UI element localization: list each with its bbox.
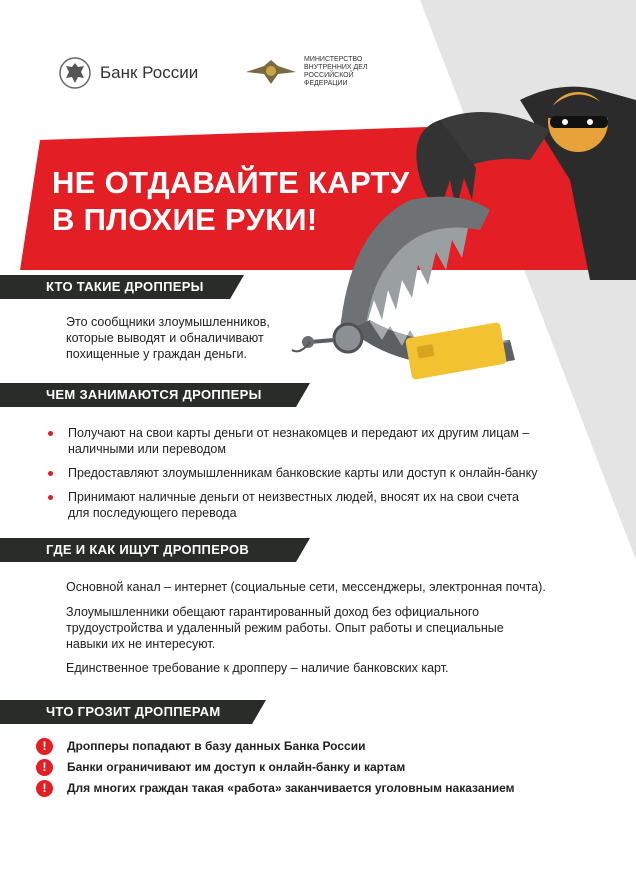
threats-list (36, 736, 515, 799)
what-list (46, 425, 537, 529)
bullet-dot-icon (48, 431, 53, 436)
where-p2 (66, 604, 504, 652)
bullet-dot-icon (48, 495, 53, 500)
eagle-emblem-icon (58, 56, 92, 90)
list-item (46, 425, 537, 457)
who-text-line: которые выводят и обналичивают (66, 331, 264, 345)
list-item (36, 757, 515, 777)
section-title-where: ГДЕ И КАК ИЩУТ ДРОППЕРОВ (0, 538, 296, 562)
where-p2-line: трудоустройства и удаленный режим работы. Опыт работы и специальные (66, 621, 504, 635)
where-p1: Основной канал – интернет (социальные сети, мессенджеры, электронная почта). (66, 580, 546, 594)
section-title-who: КТО ТАКИЕ ДРОППЕРЫ (0, 275, 230, 299)
list-item (36, 778, 515, 798)
exclamation-icon: ! (36, 738, 53, 755)
mvd-logo (244, 56, 394, 88)
who-text (66, 314, 270, 362)
threat-text: Для многих граждан такая «работа» заканчивается уголовным наказанием (67, 781, 515, 795)
exclamation-icon: ! (36, 759, 53, 776)
list-item-line: Принимают наличные деньги от неизвестных людей, вносят их на свои счета (68, 490, 519, 504)
list-item (46, 465, 537, 481)
list-item-line: Предоставляют злоумышленникам банковские карты или доступ к онлайн-банку (68, 466, 538, 480)
list-item (36, 736, 515, 756)
where-p3: Единственное требование к дропперу – наличие банковских карт. (66, 661, 449, 675)
who-text-line: похищенные у граждан деньги. (66, 347, 247, 361)
mvd-emblem-icon (244, 58, 298, 86)
where-p2-line: Злоумышленники обещают гарантированный доход без официального (66, 605, 480, 619)
list-item-line: для последующего перевода (68, 506, 237, 520)
threat-text: Банки ограничивают им доступ к онлайн-банку и картам (67, 760, 406, 774)
cbr-logo (58, 56, 198, 90)
headline (52, 164, 409, 238)
headline-line-2: В ПЛОХИЕ РУКИ! (52, 202, 318, 237)
section-title-threats: ЧТО ГРОЗИТ ДРОППЕРАМ (0, 700, 252, 724)
list-item-line: наличными или переводом (68, 442, 226, 456)
section-title-what: ЧЕМ ЗАНИМАЮТСЯ ДРОППЕРЫ (0, 383, 296, 407)
bullet-dot-icon (48, 471, 53, 476)
list-item (46, 489, 537, 521)
mvd-logo-text: МИНИСТЕРСТВО ВНУТРЕННИХ ДЕЛ РОССИЙСКОЙ ФЕДЕРАЦИИ (304, 56, 368, 87)
headline-line-1: НЕ ОТДАВАЙТЕ КАРТУ (52, 165, 410, 200)
exclamation-icon: ! (36, 780, 53, 797)
cbr-logo-text: Банк России (100, 63, 199, 82)
where-p2-line: навыки их не интересуют. (66, 637, 216, 651)
threat-text: Дропперы попадают в базу данных Банка России (67, 739, 366, 753)
who-text-line: Это сообщники злоумышленников, (66, 315, 270, 329)
list-item-line: Получают на свои карты деньги от незнакомцев и передают их другим лицам – (68, 426, 530, 440)
